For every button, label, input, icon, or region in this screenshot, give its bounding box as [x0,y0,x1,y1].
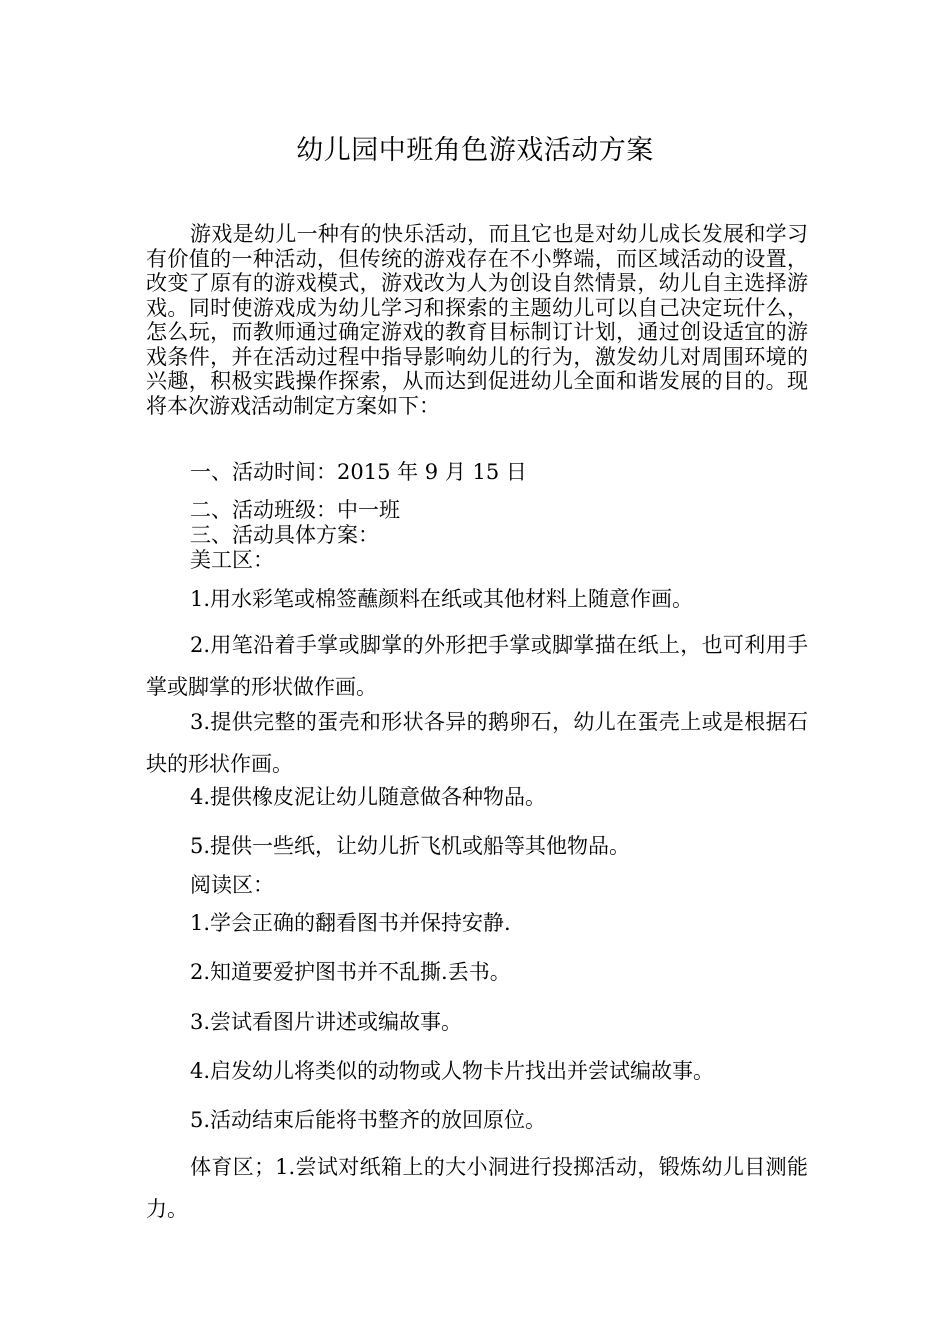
reading-item: 1.学会正确的翻看图书并保持安静. [190,911,511,935]
art-item: 2.用笔沿着手掌或脚掌的外形把手掌或脚掌描在纸上，也可利用手掌或脚掌的形状做作画。 [146,633,808,699]
art-area-heading: 美工区： [190,548,274,572]
sports-area-paragraph: 体育区；1.尝试对纸箱上的大小洞进行投掷活动，锻炼幼儿目测能力。 [146,1155,808,1221]
intro-paragraph: 游戏是幼儿一种有的快乐活动，而且它也是对幼儿成长发展和学习有价值的一种活动，但传统的游戏存在不小弊端，而区域活动的设置，改变了原有的游戏模式，游戏改为人为创设自然情景，幼儿自主选择游戏。同时使游戏成为幼儿学习和探索的主题幼儿可以自己决定玩什么，怎么玩，而教师通过确定游戏的教育目标制订计划，通过创设适宜的游戏条件，并在活动过程中指导影响幼儿的行为，激发幼儿对周围环境的兴趣，积极实践操作探索，从而达到促进幼儿全面和谐发展的目的。现将本次游戏活动制定方案如下： [146,222,808,418]
art-item: 3.提供完整的蛋壳和形状各异的鹅卵石，幼儿在蛋壳上或是根据石块的形状作画。 [146,710,808,776]
reading-item: 3.尝试看图片讲述或编故事。 [190,1010,463,1034]
art-item: 1.用水彩笔或棉签蘸颜料在纸或其他材料上随意作画。 [190,587,694,611]
art-item: 5.提供一些纸，让幼儿折飞机或船等其他物品。 [190,834,631,858]
activity-class: 二、活动班级：中一班 [190,498,400,522]
activity-plan-heading: 三、活动具体方案： [190,523,379,547]
reading-item: 2.知道要爱护图书并不乱撕.丢书。 [190,960,511,984]
art-item: 4.提供橡皮泥让幼儿随意做各种物品。 [190,785,547,809]
document-title: 幼儿园中班角色游戏活动方案 [296,135,654,166]
reading-item: 4.启发幼儿将类似的动物或人物卡片找出并尝试编故事。 [190,1059,715,1083]
reading-area-heading: 阅读区： [190,873,274,897]
activity-time: 一、活动时间：2015 年 9 月 15 日 [190,460,527,484]
reading-item: 5.活动结束后能将书整齐的放回原位。 [190,1108,547,1132]
